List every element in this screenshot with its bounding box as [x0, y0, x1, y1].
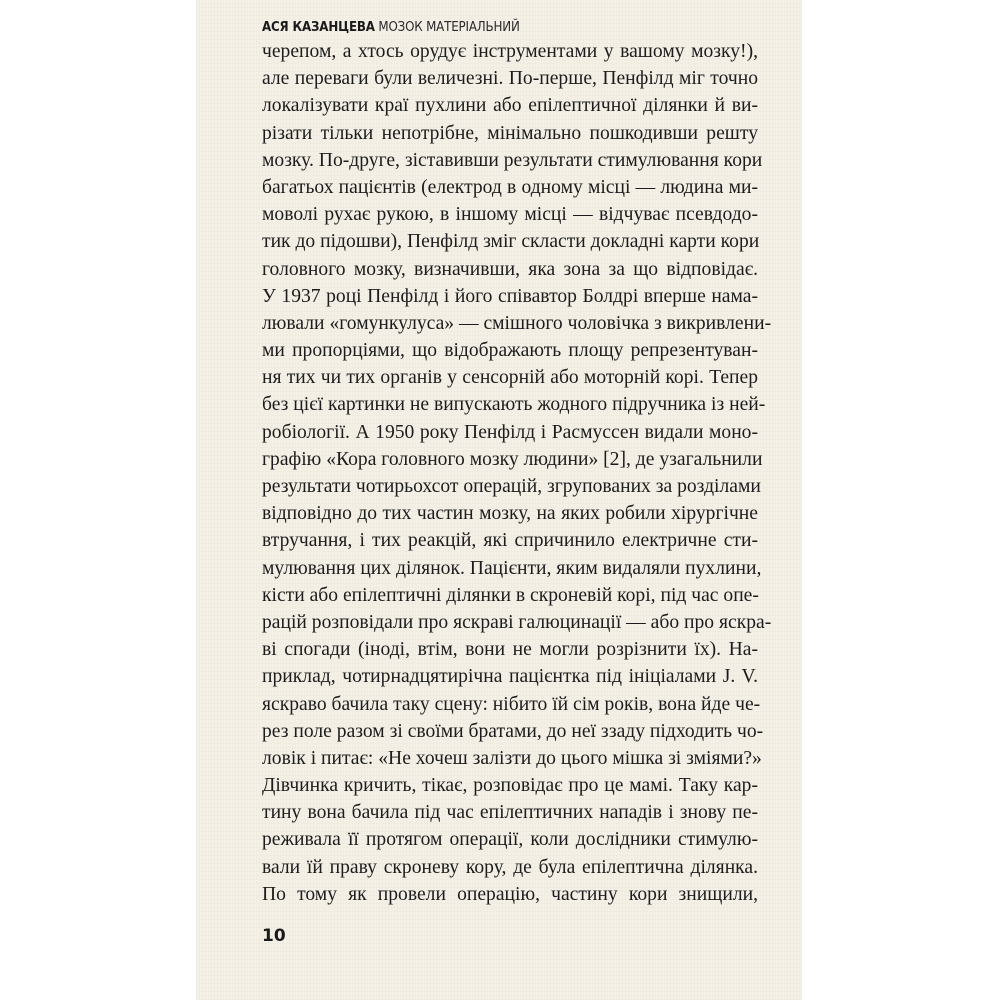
text-line: втручання, і тих реакцій, які спричинило електричне сти- [262, 530, 758, 552]
text-line: ня тих чи тих органів у сенсорній або моторній корі. Тепер [262, 367, 758, 389]
text-line: різати тільки непотрібне, мінімально пошкодивши решту [262, 122, 758, 144]
text-line: мозку. По-друге, зіставивши результати стимулювання кори [262, 149, 763, 171]
text-line: ловік і питає: «Не хочеш залізти до цього мішка зі зміями?» [262, 747, 762, 769]
running-head [262, 19, 520, 35]
text-line: реживала її протягом операції, коли дослідники стимулю- [262, 829, 758, 851]
text-line: кісти або епілептичні ділянки в скроневій корі, під час опе- [262, 584, 759, 606]
text-line: мулювання цих ділянок. Пацієнти, яким видаляли пухлини, [262, 557, 762, 579]
text-line: вали їй праву скроневу кору, де була епілептична ділянка. [262, 856, 758, 878]
running-head-book-title: МОЗОК МАТЕРІАЛЬНИЙ [378, 19, 520, 35]
text-line: головного мозку, визначивши, яка зона за що відповідає. [262, 258, 758, 280]
text-line: У 1937 році Пенфілд і його співавтор Болдрі вперше нама- [262, 285, 758, 307]
book-page [196, 0, 802, 1000]
text-line: багатьох пацієнтів (електрод в одному місці — людина ми- [262, 176, 758, 198]
body-text [262, 38, 772, 908]
text-line: моволі рухає рукою, в іншому місці — відчуває псевдодо- [262, 204, 758, 226]
text-line: робіології. А 1950 року Пенфілд і Расмуссен видали моно- [262, 421, 758, 443]
text-line: але переваги були величезні. По-перше, Пенфілд міг точно [262, 68, 758, 90]
text-line: лювали «гомункулуса» — смішного чоловічка з викривлени- [262, 312, 772, 334]
text-line: тину вона бачила під час епілептичних нападів і знову пе- [262, 802, 758, 824]
text-line: приклад, чотирнадцятирічна пацієнтка під ініціалами J. V. [262, 666, 758, 688]
running-head-author: АСЯ КАЗАНЦЕВА [262, 19, 375, 35]
text-line: результати чотирьохсот операцій, згрупованих за розділами [262, 476, 761, 497]
text-line: без цієї картинки не випускають жодного підручника із ней- [262, 394, 766, 416]
text-line: черепом, а хтось орудує інструментами у вашому мозку!), [262, 41, 758, 62]
text-line: ми пропорціями, що відображають площу репрезентуван- [262, 340, 758, 362]
text-line: яскраво бачила таку сцену: нібито їй сім років, вона йде че- [262, 693, 761, 715]
text-line: тик до підошви), Пенфілд зміг скласти докладні карти кори [262, 231, 760, 253]
text-line: графію «Кора головного мозку людини» [2], де узагальнили [262, 448, 763, 470]
text-line: локалізувати краї пухлини або епілептичної ділянки й ви- [262, 95, 758, 117]
text-line: ві спогади (іноді, втім, вони не могли розрізнити їх). На- [262, 639, 758, 661]
page-number: 10 [262, 926, 286, 946]
text-line: відповідно до тих частин мозку, на яких робили хірургічне [262, 503, 758, 525]
text-line: рез поле разом зі своїми братами, до неї ззаду підходить чо- [262, 720, 764, 742]
text-line: рацій розповідали про яскраві галюцинації — або про яскра- [262, 611, 772, 633]
text-line: По тому як провели операцію, частину кори знищили, [262, 883, 758, 905]
text-line: Дівчинка кричить, тікає, розповідає про це мамі. Таку кар- [262, 775, 758, 797]
